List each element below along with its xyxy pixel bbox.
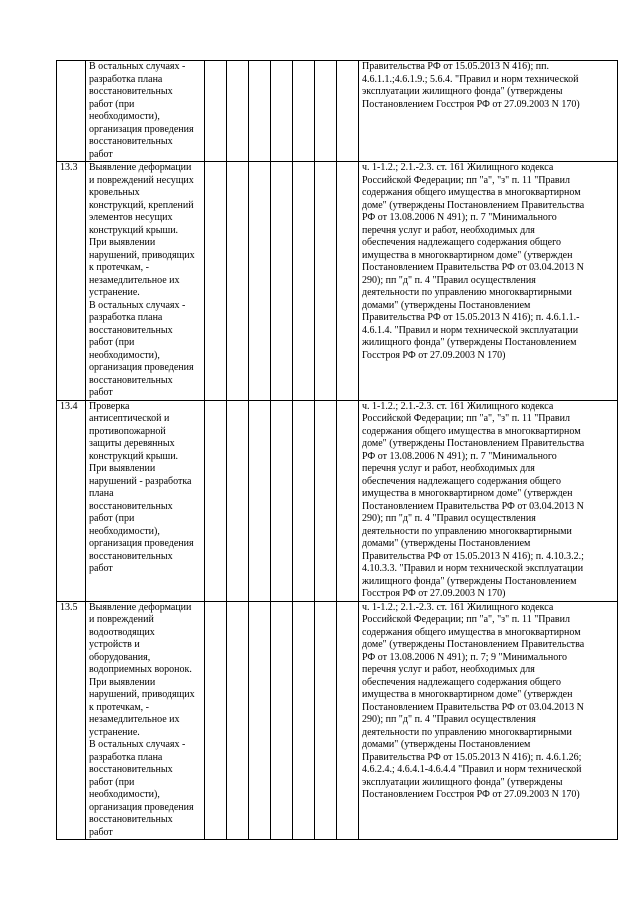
empty-cell — [337, 162, 359, 401]
empty-cell — [315, 400, 337, 601]
empty-cell — [249, 400, 271, 601]
legal-basis: Правительства РФ от 15.05.2013 N 416); пп. 4.6.1.1.;4.6.1.9.; 5.6.4. "Правил и норм технической эксплуатации жилищного фонда" (утверждены Постановлением Госстроя РФ от 27.09.2003 N 170) — [359, 61, 618, 162]
empty-cell — [293, 601, 315, 840]
table-row — [57, 400, 618, 601]
work-description: Проверка антисептической и противопожарной защиты деревянных конструкций крыши. При выявлении нарушений - разработка плана восстановительных работ (при необходимости), организация проведения восстановительных работ — [86, 400, 205, 601]
empty-cell — [205, 162, 227, 401]
empty-cell — [337, 601, 359, 840]
row-number: 13.5 — [57, 601, 86, 840]
row-number: 13.4 — [57, 400, 86, 601]
row-number — [57, 61, 86, 162]
empty-cell — [249, 601, 271, 840]
empty-cell — [315, 162, 337, 401]
empty-cell — [271, 400, 293, 601]
empty-cell — [271, 61, 293, 162]
empty-cell — [205, 61, 227, 162]
work-description: В остальных случаях - разработка плана восстановительных работ (при необходимости), организация проведения восстановительных работ — [86, 61, 205, 162]
empty-cell — [315, 61, 337, 162]
empty-cell — [271, 601, 293, 840]
requirements-table — [56, 60, 618, 840]
empty-cell — [293, 162, 315, 401]
empty-cell — [293, 61, 315, 162]
empty-cell — [249, 61, 271, 162]
work-description: Выявление деформации и повреждений водоотводящих устройств и оборудования, водоприемных воронок. При выявлении нарушений, приводящих к протечкам, - незамедлительное их устранение. В остальных случаях - разработка плана восстановительных работ (при необходимости), организация проведения восстановительных работ — [86, 601, 205, 840]
empty-cell — [205, 601, 227, 840]
legal-basis: ч. 1-1.2.; 2.1.-2.3. ст. 161 Жилищного кодекса Российской Федерации; пп "а", "з" п. 11 "Правил содержания общего имущества в многоквартирном доме" (утверждены Постановлением Правительства РФ от 13.08.2006 N 491); п. 7; 9 "Минимального перечня услуг и работ, необходимых для обеспечения надлежащего содержания общего имущества в многоквартирном доме" (утвержден Постановлением Правительства РФ от 03.04.2013 N 290); пп "д" п. 4 "Правил осуществления деятельности по управлению многоквартирными домами" (утверждены Постановлением Правительства РФ от 15.05.2013 N 416); п. 4.6.1.26; 4.6.2.4.; 4.6.4.1-4.6.4.4 "Правил и норм технической эксплуатации жилищного фонда" (утверждены Постановлением Госстроя РФ от 27.09.2003 N 170) — [359, 601, 618, 840]
table-row — [57, 61, 618, 162]
empty-cell — [205, 400, 227, 601]
table-row — [57, 162, 618, 401]
empty-cell — [227, 400, 249, 601]
empty-cell — [337, 61, 359, 162]
work-description: Выявление деформации и повреждений несущих кровельных конструкций, креплений элементов несущих конструкций крыши. При выявлении нарушений, приводящих к протечкам, - незамедлительное их устранение. В остальных случаях - разработка плана восстановительных работ (при необходимости), организация проведения восстановительных работ — [86, 162, 205, 401]
row-number: 13.3 — [57, 162, 86, 401]
legal-basis: ч. 1-1.2.; 2.1.-2.3. ст. 161 Жилищного кодекса Российской Федерации; пп "а", "з" п. 11 "Правил содержания общего имущества в многоквартирном доме" (утверждены Постановлением Правительства РФ от 13.08.2006 N 491); п. 7 "Минимального перечня услуг и работ, необходимых для обеспечения надлежащего содержания общего имущества в многоквартирном доме" (утвержден Постановлением Правительства РФ от 03.04.2013 N 290); пп "д" п. 4 "Правил осуществления деятельности по управлению многоквартирными домами" (утверждены Постановлением Правительства РФ от 15.05.2013 N 416); п. 4.10.3.2.; 4.10.3.3. "Правил и норм технической эксплуатации жилищного фонда" (утверждены Постановлением Госстроя РФ от 27.09.2003 N 170) — [359, 400, 618, 601]
table-row — [57, 601, 618, 840]
empty-cell — [227, 601, 249, 840]
empty-cell — [337, 400, 359, 601]
empty-cell — [271, 162, 293, 401]
empty-cell — [315, 601, 337, 840]
empty-cell — [227, 61, 249, 162]
empty-cell — [293, 400, 315, 601]
legal-basis: ч. 1-1.2.; 2.1.-2.3. ст. 161 Жилищного кодекса Российской Федерации; пп "а", "з" п. 11 "Правил содержания общего имущества в многоквартирном доме" (утверждены Постановлением Правительства РФ от 13.08.2006 N 491); п. 7 "Минимального перечня услуг и работ, необходимых для обеспечения надлежащего содержания общего имущества в многоквартирном доме" (утвержден Постановлением Правительства РФ от 03.04.2013 N 290); пп "д" п. 4 "Правил осуществления деятельности по управлению многоквартирными домами" (утверждены Постановлением Правительства РФ от 15.05.2013 N 416); п. 4.6.1.1.- 4.6.1.4. "Правил и норм технической эксплуатации жилищного фонда" (утверждены Постановлением Госстроя РФ от 27.09.2003 N 170) — [359, 162, 618, 401]
empty-cell — [249, 162, 271, 401]
empty-cell — [227, 162, 249, 401]
